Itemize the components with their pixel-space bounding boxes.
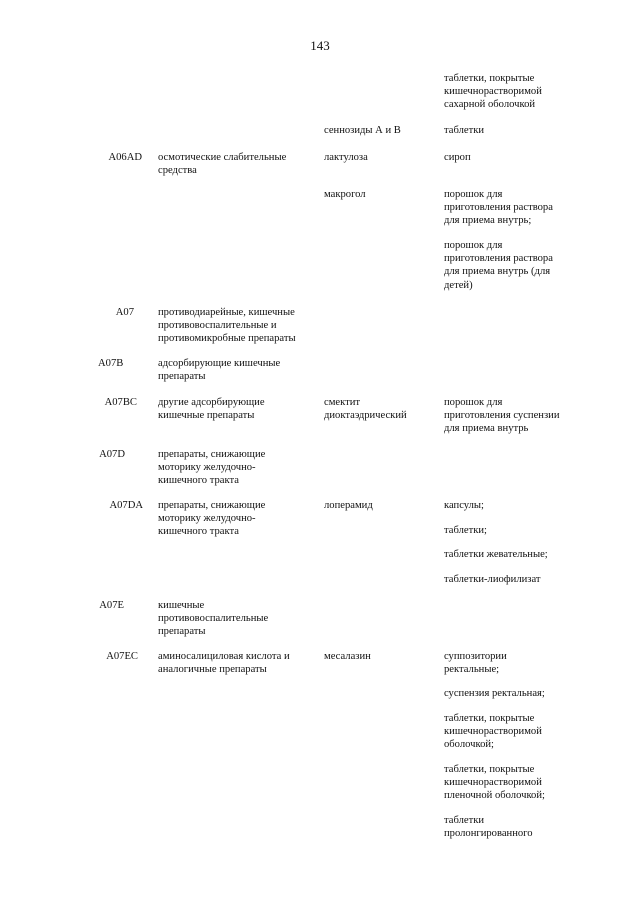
dosage-form: порошок для приготовления суспензии для приема внутрь	[444, 397, 560, 435]
atc-code: A07B	[98, 358, 124, 369]
atc-code: A07	[115, 307, 134, 318]
dosage-form: таблетки, покрытые кишечнорастворимой оболочкой;	[444, 713, 542, 751]
group-name: аминосалициловая кислота и аналогичные препараты	[158, 651, 290, 676]
drug-name: лоперамид	[324, 500, 373, 511]
dosage-form: порошок для приготовления раствора для приема внутрь (для детей)	[444, 240, 553, 291]
dosage-form: сироп	[444, 152, 471, 163]
drug-name: лактулоза	[324, 152, 368, 163]
dosage-form: капсулы;	[444, 500, 484, 511]
dosage-form: таблетки, покрытые кишечнорастворимой сахарной оболочкой	[444, 73, 542, 111]
group-name: кишечные противовоспалительные препараты	[158, 600, 269, 638]
dosage-form: таблетки	[444, 125, 485, 136]
atc-code: A07BC	[104, 397, 137, 408]
group-name: адсорбирующие кишечные препараты	[158, 358, 281, 383]
dosage-form: порошок для приготовления раствора для приема внутрь;	[444, 189, 553, 227]
atc-code: A06AD	[108, 152, 142, 163]
atc-code: A07E	[99, 600, 124, 611]
group-name: противодиарейные, кишечные противовоспалительные и противомикробные препараты	[158, 307, 296, 345]
dosage-form: суппозитории ректальные;	[444, 651, 507, 676]
atc-code: A07D	[99, 449, 125, 460]
dosage-form: таблетки-лиофилизат	[444, 574, 541, 585]
drug-name: макрогол	[324, 189, 366, 200]
drug-name: смектит диоктаэдрический	[324, 397, 407, 422]
drug-name: сеннозиды А и В	[324, 125, 401, 136]
dosage-form: таблетки жевательные;	[444, 549, 548, 560]
dosage-form: таблетки, покрытые кишечнорастворимой пленочной оболочкой;	[444, 764, 545, 802]
page-number: 143	[310, 38, 330, 53]
dosage-form: таблетки;	[444, 525, 487, 536]
group-name: другие адсорбирующие кишечные препараты	[158, 397, 265, 422]
group-name: осмотические слабительные средства	[158, 152, 287, 177]
dosage-form: таблетки пролонгированного	[444, 815, 533, 840]
group-name: препараты, снижающие моторику желудочно- кишечного тракта	[158, 500, 266, 538]
group-name: препараты, снижающие моторику желудочно- кишечного тракта	[158, 449, 266, 487]
atc-code: A07EC	[106, 651, 138, 662]
drug-name: месалазин	[324, 651, 371, 662]
atc-code: A07DA	[109, 500, 143, 511]
dosage-form: суспензия ректальная;	[444, 688, 545, 699]
